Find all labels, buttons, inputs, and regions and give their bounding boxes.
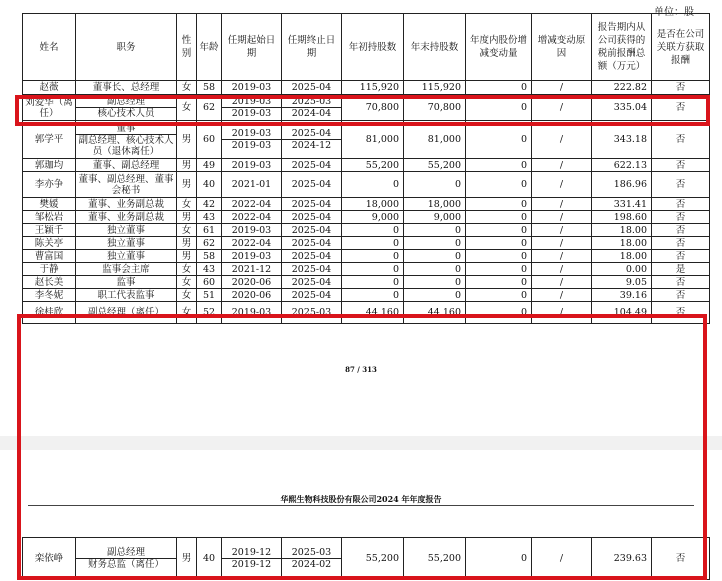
header-row — [23, 14, 710, 81]
cell-gender: 男 — [177, 172, 197, 198]
highlight-box-1 — [15, 95, 710, 126]
cell-change: 0 — [466, 263, 532, 276]
cell-title: 监事 — [76, 276, 177, 289]
header-cell: 职务 — [76, 14, 177, 81]
cell-start: 2022-04 — [222, 198, 282, 211]
cell-begin-shares: 44,160 — [342, 302, 404, 324]
cell-age: 43 — [197, 263, 222, 276]
cell-related: 否 — [652, 81, 710, 95]
cell-pay: 0.00 — [592, 263, 652, 276]
cell-related: 否 — [652, 121, 710, 159]
cell-pay: 222.82 — [592, 81, 652, 95]
cell-gender: 男 — [177, 211, 197, 224]
document-header-title: 华熙生物科技股份有限公司2024 年年度报告 — [280, 494, 442, 504]
cell-begin-shares: 0 — [342, 263, 404, 276]
cell-age: 40 — [197, 172, 222, 198]
cell-name: 樊媛 — [23, 198, 76, 211]
cell-reason: / — [532, 263, 592, 276]
cell-pay: 18.00 — [592, 250, 652, 263]
table-row — [23, 159, 710, 172]
cell-title: 独立董事 — [76, 250, 177, 263]
cell-age: 61 — [197, 224, 222, 237]
cell-age: 62 — [197, 237, 222, 250]
table-row — [23, 121, 710, 159]
cell-reason: / — [532, 121, 592, 159]
table-row — [23, 250, 710, 263]
cell-name: 赵长美 — [23, 276, 76, 289]
cell-title: 董事、业务副总裁 — [76, 198, 177, 211]
cell-end: 2025-04 — [282, 289, 342, 302]
cell-name: 徐桂欣 — [23, 302, 76, 324]
cell-line: 2025-04 — [291, 128, 332, 139]
cell-change: 0 — [466, 302, 532, 324]
cell-title: 董事、业务副总裁 — [76, 211, 177, 224]
cell-name: 郭珈均 — [23, 159, 76, 172]
cell-related: 是 — [652, 263, 710, 276]
cell-title: 监事会主席 — [76, 263, 177, 276]
cell-end: 2025-04 — [282, 198, 342, 211]
cell-end: 2025-04 — [282, 250, 342, 263]
cell-line: 副总经理、核心技术人员（退休离任） — [76, 134, 176, 157]
cell-name: 曹富国 — [23, 250, 76, 263]
cell-end-shares: 0 — [404, 250, 466, 263]
cell-end-shares: 115,920 — [404, 81, 466, 95]
cell-start: 2022-04 — [222, 211, 282, 224]
cell-end: 2025-03 — [282, 302, 342, 324]
cell-line: 2024-04 — [282, 107, 341, 119]
cell-gender: 女 — [177, 81, 197, 95]
cell-start: 2019-03 — [222, 302, 282, 324]
cell-line: 2019-12 — [231, 547, 272, 558]
cell-end-shares: 0 — [404, 224, 466, 237]
table-row — [23, 263, 710, 276]
cell-gender: 女 — [177, 263, 197, 276]
cell-end: 2025-04 — [282, 172, 342, 198]
cell-line: 副总经理 — [106, 96, 145, 107]
compensation-table — [22, 13, 710, 324]
unit-label: 单位：股 — [654, 7, 694, 18]
cell-pay: 9.05 — [592, 276, 652, 289]
cell-begin-shares: 81,000 — [342, 121, 404, 159]
cell-name: 郭学平 — [23, 121, 76, 159]
cell-name: 李亦争 — [23, 172, 76, 198]
cell-name: 王颖千 — [23, 224, 76, 237]
cell-line: 2019-03 — [222, 139, 281, 151]
cell-end-shares: 0 — [404, 172, 466, 198]
cell-end-shares: 18,000 — [404, 198, 466, 211]
cell-line: 核心技术人员 — [76, 107, 176, 119]
cell-name: 栾依峥 — [23, 538, 76, 580]
table-row — [23, 276, 710, 289]
cell-reason: / — [532, 224, 592, 237]
cell-begin-shares: 0 — [342, 276, 404, 289]
cell-name: 邹松岩 — [23, 211, 76, 224]
cell-pay: 104.49 — [592, 302, 652, 324]
cell-begin-shares: 0 — [342, 224, 404, 237]
cell-age: 43 — [197, 211, 222, 224]
header-cell: 性别 — [177, 14, 197, 81]
header-cell: 报告期内从公司获得的税前报酬总额（万元） — [592, 14, 652, 81]
cell-change: 0 — [466, 95, 532, 121]
cell-title: 独立董事 — [76, 237, 177, 250]
cell-begin-shares: 0 — [342, 250, 404, 263]
cell-gender: 女 — [177, 95, 197, 121]
cell-reason: / — [532, 250, 592, 263]
cell-begin-shares: 115,920 — [342, 81, 404, 95]
header-cell: 增减变动原因 — [532, 14, 592, 81]
cell-pay: 331.41 — [592, 198, 652, 211]
cell-end: 2025-04 — [282, 211, 342, 224]
cell-gender: 女 — [177, 289, 197, 302]
cell-reason: / — [532, 198, 592, 211]
cell-end: 2025-04 — [282, 159, 342, 172]
cell-line: 2019-12 — [222, 558, 281, 570]
cell-age: 62 — [197, 95, 222, 121]
cell-change: 0 — [466, 250, 532, 263]
cell-change: 0 — [466, 159, 532, 172]
cell-name: 陈关亭 — [23, 237, 76, 250]
cell-title: 独立董事 — [76, 224, 177, 237]
cell-pay: 343.18 — [592, 121, 652, 159]
table-row — [23, 172, 710, 198]
cell-age: 42 — [197, 198, 222, 211]
cell-reason: / — [532, 302, 592, 324]
cell-reason: / — [532, 95, 592, 121]
cell-gender: 男 — [177, 237, 197, 250]
cell-line: 董事 — [116, 122, 136, 134]
cell-change: 0 — [466, 121, 532, 159]
cell-end-shares: 55,200 — [404, 159, 466, 172]
cell-end: 2025-04 — [282, 263, 342, 276]
cell-end-shares: 9,000 — [404, 211, 466, 224]
cell-line: 2019-03 — [231, 96, 272, 107]
cell-title: 董事、副总经理、董事会秘书 — [76, 172, 177, 198]
cell-pay: 39.16 — [592, 289, 652, 302]
cell-change: 0 — [466, 289, 532, 302]
cell-related: 否 — [652, 302, 710, 324]
cell-pay: 186.96 — [592, 172, 652, 198]
cell-change: 0 — [466, 276, 532, 289]
cell-title — [76, 121, 177, 159]
highlight-box-2 — [17, 314, 707, 580]
cell-start: 2021-01 — [222, 172, 282, 198]
cell-reason: / — [532, 81, 592, 95]
cell-reason: / — [532, 276, 592, 289]
cell-start: 2020-06 — [222, 289, 282, 302]
cell-end: 2025-04 — [282, 224, 342, 237]
cell-related: 否 — [652, 276, 710, 289]
cell-title: 副总经理（离任） — [76, 302, 177, 324]
cell-change: 0 — [466, 81, 532, 95]
cell-end-shares: 0 — [404, 237, 466, 250]
cell-name: 赵薇 — [23, 81, 76, 95]
cell-line: 2019-03 — [231, 128, 272, 139]
header-cell: 年龄 — [197, 14, 222, 81]
cell-related: 否 — [652, 250, 710, 263]
header-cell: 年度内股份增减变动量 — [466, 14, 532, 81]
cell-reason: / — [532, 538, 592, 580]
cell-gender: 男 — [177, 538, 197, 580]
cell-begin-shares: 55,200 — [342, 538, 404, 580]
cell-age: 51 — [197, 289, 222, 302]
cell-end-shares: 0 — [404, 263, 466, 276]
header-cell: 任期终止日期 — [282, 14, 342, 81]
cell-begin-shares: 55,200 — [342, 159, 404, 172]
cell-age: 52 — [197, 302, 222, 324]
cell-age: 49 — [197, 159, 222, 172]
cell-begin-shares: 0 — [342, 172, 404, 198]
cell-gender: 男 — [177, 250, 197, 263]
cell-age: 40 — [197, 538, 222, 580]
cell-start: 2019-03 — [222, 224, 282, 237]
cell-change: 0 — [466, 198, 532, 211]
cell-pay: 18.00 — [592, 224, 652, 237]
cell-line: 财务总监（离任） — [76, 558, 176, 570]
table-row — [23, 198, 710, 211]
cell-end: 2025-04 — [282, 81, 342, 95]
cell-gender: 女 — [177, 198, 197, 211]
cell-gender: 女 — [177, 302, 197, 324]
cell-start: 2019-03 — [222, 250, 282, 263]
cell-title: 职工代表监事 — [76, 289, 177, 302]
cell-start: 2020-06 — [222, 276, 282, 289]
header-cell: 姓名 — [23, 14, 76, 81]
cell-start: 2019-03 — [222, 81, 282, 95]
cell-line: 2019-03 — [222, 107, 281, 119]
cell-related: 否 — [652, 95, 710, 121]
cell-start: 2021-12 — [222, 263, 282, 276]
cell-title: 董事、副总经理 — [76, 159, 177, 172]
cell-end-shares: 81,000 — [404, 121, 466, 159]
table-row — [23, 81, 710, 95]
cell-pay: 198.60 — [592, 211, 652, 224]
cell-title: 董事长、总经理 — [76, 81, 177, 95]
cell-change: 0 — [466, 237, 532, 250]
cell-end: 2025-04 — [282, 237, 342, 250]
cell-change: 0 — [466, 224, 532, 237]
cell-gender: 女 — [177, 276, 197, 289]
cell-pay: 622.13 — [592, 159, 652, 172]
cell-begin-shares: 70,800 — [342, 95, 404, 121]
cell-pay: 239.63 — [592, 538, 652, 580]
cell-name: 李冬妮 — [23, 289, 76, 302]
cell-end — [282, 121, 342, 159]
cell-related: 否 — [652, 237, 710, 250]
cell-start: 2022-04 — [222, 237, 282, 250]
cell-end-shares: 44,160 — [404, 302, 466, 324]
cell-end-shares: 55,200 — [404, 538, 466, 580]
cell-related: 否 — [652, 289, 710, 302]
cell-gender: 男 — [177, 159, 197, 172]
cell-gender: 女 — [177, 224, 197, 237]
cell-start — [222, 121, 282, 159]
cell-change: 0 — [466, 211, 532, 224]
cell-end-shares: 70,800 — [404, 95, 466, 121]
cell-pay: 18.00 — [592, 237, 652, 250]
cell-line: 2024-12 — [282, 139, 341, 151]
table-row — [23, 289, 710, 302]
cell-reason: / — [532, 237, 592, 250]
cell-age: 58 — [197, 81, 222, 95]
cell-line: 2024-02 — [282, 558, 341, 570]
cell-age: 60 — [197, 276, 222, 289]
cell-related: 否 — [652, 211, 710, 224]
cell-related: 否 — [652, 172, 710, 198]
cell-name: 刘爱华（离任） — [23, 95, 76, 121]
header-cell: 年初持股数 — [342, 14, 404, 81]
cell-related: 否 — [652, 538, 710, 580]
cell-end-shares: 0 — [404, 289, 466, 302]
table-row — [23, 211, 710, 224]
cell-related: 否 — [652, 224, 710, 237]
cell-pay: 335.04 — [592, 95, 652, 121]
cell-start: 2019-03 — [222, 159, 282, 172]
cell-line: 副总经理 — [106, 547, 145, 558]
cell-end-shares: 0 — [404, 276, 466, 289]
table-row — [23, 237, 710, 250]
cell-age: 60 — [197, 121, 222, 159]
cell-line: 2025-03 — [291, 96, 332, 107]
cell-end: 2025-04 — [282, 276, 342, 289]
header-cell: 是否在公司关联方获取报酬 — [652, 14, 710, 81]
cell-name: 于静 — [23, 263, 76, 276]
cell-reason: / — [532, 211, 592, 224]
cell-related: 否 — [652, 159, 710, 172]
page-number: 87 / 313 — [345, 365, 377, 374]
cell-related: 否 — [652, 198, 710, 211]
cell-begin-shares: 0 — [342, 237, 404, 250]
cell-age: 58 — [197, 250, 222, 263]
table-row — [23, 224, 710, 237]
cell-reason: / — [532, 159, 592, 172]
cell-reason: / — [532, 289, 592, 302]
cell-reason: / — [532, 172, 592, 198]
cell-begin-shares: 0 — [342, 289, 404, 302]
cell-begin-shares: 9,000 — [342, 211, 404, 224]
cell-change: 0 — [466, 538, 532, 580]
cell-begin-shares: 18,000 — [342, 198, 404, 211]
cell-change: 0 — [466, 172, 532, 198]
cell-gender: 男 — [177, 121, 197, 159]
header-cell: 任期起始日期 — [222, 14, 282, 81]
cell-line: 2025-03 — [291, 547, 332, 558]
header-cell: 年末持股数 — [404, 14, 466, 81]
